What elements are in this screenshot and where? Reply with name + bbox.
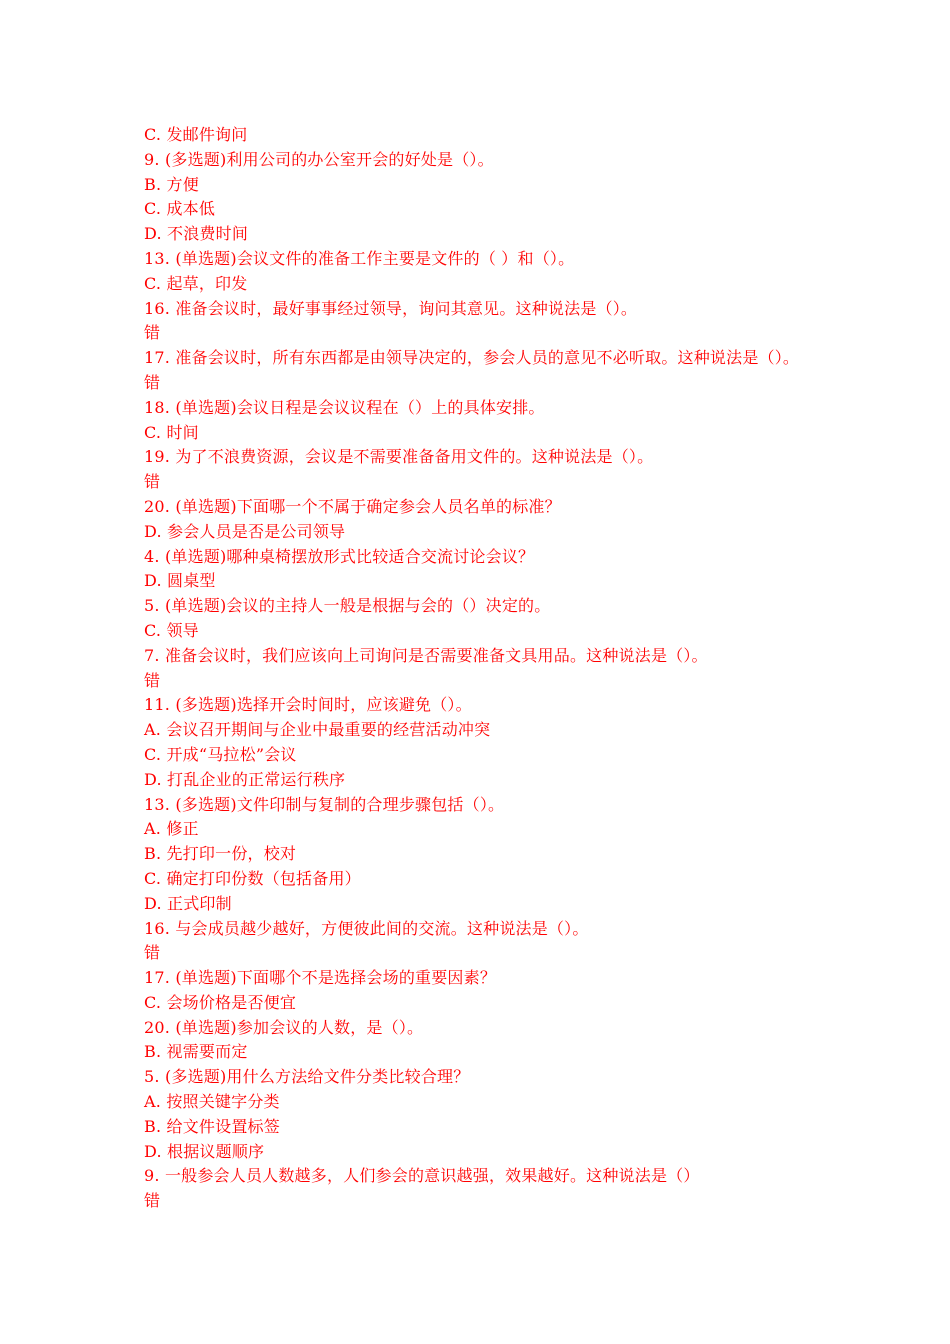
text-line: 9. (多选题)利用公司的办公室开会的好处是（）。 [144, 149, 494, 169]
text-line: 20. (单选题)下面哪一个不属于确定参会人员名单的标准？ [144, 496, 561, 516]
text-line: 17. (单选题)下面哪个不是选择会场的重要因素？ [144, 968, 497, 988]
text-line: C. 会场价格是否便宜 [144, 992, 297, 1012]
text-line: 19. 为了不浪费资源，会议是不需要准备备用文件的。这种说法是（）。 [144, 447, 654, 467]
text-line: 错 [144, 1191, 161, 1211]
text-line: D. 不浪费时间 [144, 224, 249, 244]
text-line: 7. 准备会议时，我们应该向上司询问是否需要准备文具用品。这种说法是（）。 [144, 645, 708, 665]
text-line: 13. (单选题)会议文件的准备工作主要是文件的（ ）和（）。 [144, 248, 575, 268]
text-line: B. 给文件设置标签 [144, 1116, 280, 1136]
text-line: 错 [144, 472, 161, 492]
text-line: 5. (多选题)用什么方法给文件分类比较合理？ [144, 1067, 470, 1087]
text-line: D. 参会人员是否是公司领导 [144, 521, 346, 541]
text-line: B. 视需要而定 [144, 1042, 248, 1062]
text-line: A. 会议召开期间与企业中最重要的经营活动冲突 [144, 720, 491, 740]
text-line: C. 确定打印份数（包括备用） [144, 868, 361, 888]
text-line: C. 开成“马拉松”会议 [144, 744, 297, 764]
text-line: 11. (多选题)选择开会时间时，应该避免（）。 [144, 695, 472, 715]
text-line: 16. 与会成员越少越好，方便彼此间的交流。这种说法是（）。 [144, 918, 589, 938]
text-line: D. 根据议题顺序 [144, 1141, 265, 1161]
text-line: C. 起草，印发 [144, 273, 248, 293]
text-line: 5. (单选题)会议的主持人一般是根据与会的（）决定的。 [144, 596, 551, 616]
text-line: D. 圆桌型 [144, 571, 216, 591]
text-line: A. 按照关键字分类 [144, 1092, 280, 1112]
text-line: B. 先打印一份，校对 [144, 844, 297, 864]
text-line: 17. 准备会议时，所有东西都是由领导决定的，参会人员的意见不必听取。这种说法是（）。 [144, 348, 800, 368]
text-line: D. 正式印制 [144, 893, 232, 913]
text-line: 4. (单选题)哪种桌椅摆放形式比较适合交流讨论会议？ [144, 546, 535, 566]
text-line: D. 打乱企业的正常运行秩序 [144, 769, 346, 789]
text-line: B. 方便 [144, 174, 199, 194]
text-line: C. 成本低 [144, 199, 216, 219]
text-line: C. 发邮件询问 [144, 125, 248, 144]
text-line: 16. 准备会议时，最好事事经过领导，询问其意见。这种说法是（）。 [144, 298, 638, 318]
text-line: C. 时间 [144, 422, 199, 442]
text-line: 错 [144, 372, 161, 392]
text-line: 错 [144, 323, 161, 343]
text-line: 错 [144, 670, 161, 690]
text-line: A. 修正 [144, 819, 199, 839]
text-line: 错 [144, 943, 161, 963]
text-line: 9. 一般参会人员人数越多，人们参会的意识越强，效果越好。这种说法是（） [144, 1166, 700, 1186]
text-line: C. 领导 [144, 620, 199, 640]
answer-list [144, 123, 844, 1214]
text-line: 20. (单选题)参加会议的人数，是（）。 [144, 1017, 424, 1037]
text-line: 13. (多选题)文件印制与复制的合理步骤包括（）。 [144, 794, 505, 814]
text-line: 18. (单选题)会议日程是会议议程在（）上的具体安排。 [144, 397, 545, 417]
